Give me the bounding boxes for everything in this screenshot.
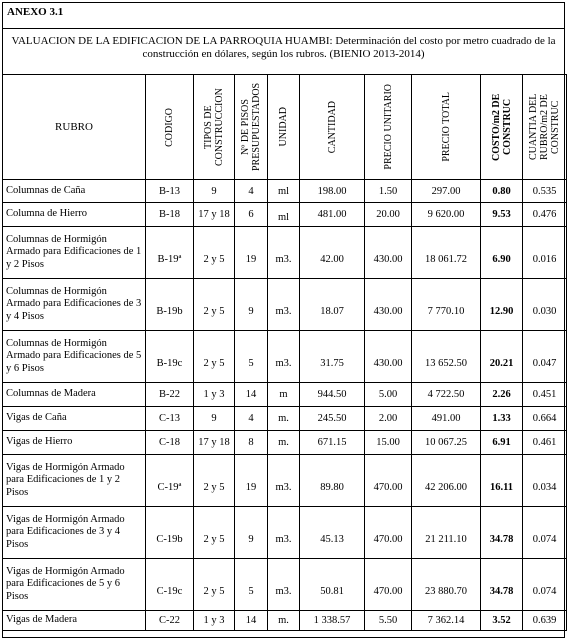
cuantia-cell: 0.451 bbox=[523, 383, 567, 407]
precio-total-cell: 4 722.50 bbox=[412, 383, 481, 407]
precio-unitario-cell: 430.00 bbox=[365, 331, 412, 383]
cantidad-cell: 50.81 bbox=[300, 559, 365, 611]
unidad-cell: m. bbox=[268, 407, 300, 431]
tipos-cell: 17 y 18 bbox=[194, 203, 235, 227]
unidad-cell: m. bbox=[268, 611, 300, 631]
unidad-cell: m3. bbox=[268, 227, 300, 279]
cuantia-cell: 0.034 bbox=[523, 455, 567, 507]
pisos-cell: 19 bbox=[235, 227, 268, 279]
annex-label: ANEXO 3.1 bbox=[3, 3, 564, 29]
rubro-cell: Vigas de Hormigón Armado para Edificaciones de 3 y 4 Pisos bbox=[3, 507, 146, 559]
tipos-cell: 2 y 5 bbox=[194, 279, 235, 331]
rubro-cell: Vigas de Hormigón Armado para Edificaciones de 1 y 2 Pisos bbox=[3, 455, 146, 507]
precio-unitario-cell: 470.00 bbox=[365, 455, 412, 507]
codigo-cell: C-13 bbox=[146, 407, 194, 431]
costo-cell: 16.11 bbox=[481, 455, 523, 507]
tipos-cell: 9 bbox=[194, 180, 235, 203]
rubro-cell: Columnas de Hormigón Armado para Edificaciones de 1 y 2 Pisos bbox=[3, 227, 146, 279]
cuantia-cell: 0.016 bbox=[523, 227, 567, 279]
costo-cell: 2.26 bbox=[481, 383, 523, 407]
table-row bbox=[3, 455, 567, 507]
rubro-cell: Vigas de Hormigón Armado para Edificaciones de 5 y 6 Pisos bbox=[3, 559, 146, 611]
table-caption: VALUACION DE LA EDIFICACION DE LA PARROQUIA HUAMBI: Determinación del costo por metro cuadrado de la construcción en dólares, según los rubros. (BIENIO 2013-2014) bbox=[3, 29, 564, 75]
precio-total-cell: 491.00 bbox=[412, 407, 481, 431]
precio-unitario-cell: 5.50 bbox=[365, 611, 412, 631]
unidad-cell: m3. bbox=[268, 331, 300, 383]
rubro-cell: Vigas de Caña bbox=[3, 407, 146, 431]
header-cuantia: CUANTIA DEL RUBRO/m2 DE CONSTRUC bbox=[523, 75, 567, 180]
precio-total-cell: 18 061.72 bbox=[412, 227, 481, 279]
precio-total-cell: 10 067.25 bbox=[412, 431, 481, 455]
costo-cell: 9.53 bbox=[481, 203, 523, 227]
table-row bbox=[3, 180, 567, 203]
rubro-cell: Columnas de Madera bbox=[3, 383, 146, 407]
codigo-cell: C-19b bbox=[146, 507, 194, 559]
cuantia-cell: 0.535 bbox=[523, 180, 567, 203]
tipos-cell: 17 y 18 bbox=[194, 431, 235, 455]
costo-cell: 34.78 bbox=[481, 559, 523, 611]
unidad-cell: m3. bbox=[268, 455, 300, 507]
cantidad-cell: 481.00 bbox=[300, 203, 365, 227]
cantidad-cell: 245.50 bbox=[300, 407, 365, 431]
header-pisos: Nº DE PISOS PRESUPUESTADOS bbox=[235, 75, 268, 180]
precio-total-cell: 7 770.10 bbox=[412, 279, 481, 331]
precio-total-cell: 9 620.00 bbox=[412, 203, 481, 227]
unidad-cell: m3. bbox=[268, 559, 300, 611]
precio-unitario-cell: 1.50 bbox=[365, 180, 412, 203]
header-cantidad: CANTIDAD bbox=[300, 75, 365, 180]
table-row bbox=[3, 331, 567, 383]
costo-cell: 12.90 bbox=[481, 279, 523, 331]
codigo-cell: C-18 bbox=[146, 431, 194, 455]
cuantia-cell: 0.461 bbox=[523, 431, 567, 455]
costo-cell: 1.33 bbox=[481, 407, 523, 431]
tipos-cell: 2 y 5 bbox=[194, 559, 235, 611]
table-row bbox=[3, 227, 567, 279]
tipos-cell: 2 y 5 bbox=[194, 331, 235, 383]
pisos-cell: 14 bbox=[235, 383, 268, 407]
precio-unitario-cell: 2.00 bbox=[365, 407, 412, 431]
table-row bbox=[3, 559, 567, 611]
pisos-cell: 14 bbox=[235, 611, 268, 631]
header-costo: COSTO/m2 DE CONSTRUC bbox=[481, 75, 523, 180]
header-unidad: UNIDAD bbox=[268, 75, 300, 180]
precio-unitario-cell: 20.00 bbox=[365, 203, 412, 227]
header-codigo: CODIGO bbox=[146, 75, 194, 180]
pisos-cell: 8 bbox=[235, 431, 268, 455]
codigo-cell: B-19b bbox=[146, 279, 194, 331]
cuantia-cell: 0.476 bbox=[523, 203, 567, 227]
codigo-cell: B-13 bbox=[146, 180, 194, 203]
tipos-cell: 2 y 5 bbox=[194, 227, 235, 279]
cantidad-cell: 944.50 bbox=[300, 383, 365, 407]
table-row bbox=[3, 203, 567, 227]
costo-cell: 3.52 bbox=[481, 611, 523, 631]
costo-cell: 20.21 bbox=[481, 331, 523, 383]
pisos-cell: 4 bbox=[235, 407, 268, 431]
cantidad-cell: 42.00 bbox=[300, 227, 365, 279]
cuantia-cell: 0.074 bbox=[523, 559, 567, 611]
unidad-cell: m bbox=[268, 383, 300, 407]
codigo-cell: C-19c bbox=[146, 559, 194, 611]
table-row bbox=[3, 431, 567, 455]
costo-cell: 6.90 bbox=[481, 227, 523, 279]
costo-cell: 34.78 bbox=[481, 507, 523, 559]
header-rubro: RUBRO bbox=[3, 75, 146, 180]
unidad-cell: ml bbox=[268, 180, 300, 203]
unidad-cell: m. bbox=[268, 431, 300, 455]
codigo-cell: C-22 bbox=[146, 611, 194, 631]
header-row bbox=[3, 75, 567, 180]
precio-total-cell: 42 206.00 bbox=[412, 455, 481, 507]
unidad-cell: m3. bbox=[268, 279, 300, 331]
tipos-cell: 1 y 3 bbox=[194, 383, 235, 407]
table-row bbox=[3, 279, 567, 331]
pisos-cell: 9 bbox=[235, 279, 268, 331]
codigo-cell: C-19ª bbox=[146, 455, 194, 507]
precio-unitario-cell: 5.00 bbox=[365, 383, 412, 407]
cuantia-cell: 0.664 bbox=[523, 407, 567, 431]
cantidad-cell: 31.75 bbox=[300, 331, 365, 383]
costo-cell: 6.91 bbox=[481, 431, 523, 455]
codigo-cell: B-22 bbox=[146, 383, 194, 407]
codigo-cell: B-19c bbox=[146, 331, 194, 383]
cantidad-cell: 671.15 bbox=[300, 431, 365, 455]
cuantia-cell: 0.074 bbox=[523, 507, 567, 559]
cantidad-cell: 89.80 bbox=[300, 455, 365, 507]
precio-unitario-cell: 430.00 bbox=[365, 279, 412, 331]
precio-total-cell: 21 211.10 bbox=[412, 507, 481, 559]
header-precio-total: PRECIO TOTAL bbox=[412, 75, 481, 180]
document-frame bbox=[2, 2, 565, 638]
table-row bbox=[3, 383, 567, 407]
table-row bbox=[3, 507, 567, 559]
codigo-cell: B-18 bbox=[146, 203, 194, 227]
unidad-cell: ml bbox=[268, 203, 300, 227]
precio-unitario-cell: 15.00 bbox=[365, 431, 412, 455]
tipos-cell: 2 y 5 bbox=[194, 507, 235, 559]
precio-total-cell: 7 362.14 bbox=[412, 611, 481, 631]
costo-cell: 0.80 bbox=[481, 180, 523, 203]
precio-unitario-cell: 430.00 bbox=[365, 227, 412, 279]
cost-table bbox=[2, 74, 567, 631]
tipos-cell: 9 bbox=[194, 407, 235, 431]
header-precio-unitario: PRECIO UNITARIO bbox=[365, 75, 412, 180]
rubro-cell: Columnas de Hormigón Armado para Edificaciones de 3 y 4 Pisos bbox=[3, 279, 146, 331]
header-tipos: TIPOS DE CONSTRUCCION bbox=[194, 75, 235, 180]
rubro-cell: Vigas de Hierro bbox=[3, 431, 146, 455]
pisos-cell: 5 bbox=[235, 331, 268, 383]
cuantia-cell: 0.639 bbox=[523, 611, 567, 631]
cantidad-cell: 45.13 bbox=[300, 507, 365, 559]
pisos-cell: 5 bbox=[235, 559, 268, 611]
tipos-cell: 1 y 3 bbox=[194, 611, 235, 631]
table-row bbox=[3, 611, 567, 631]
rubro-cell: Columnas de Caña bbox=[3, 180, 146, 203]
table-row bbox=[3, 407, 567, 431]
precio-unitario-cell: 470.00 bbox=[365, 507, 412, 559]
cantidad-cell: 18.07 bbox=[300, 279, 365, 331]
pisos-cell: 19 bbox=[235, 455, 268, 507]
precio-total-cell: 13 652.50 bbox=[412, 331, 481, 383]
rubro-cell: Columna de Hierro bbox=[3, 203, 146, 227]
unidad-cell: m3. bbox=[268, 507, 300, 559]
rubro-cell: Columnas de Hormigón Armado para Edificaciones de 5 y 6 Pisos bbox=[3, 331, 146, 383]
precio-total-cell: 23 880.70 bbox=[412, 559, 481, 611]
codigo-cell: B-19ª bbox=[146, 227, 194, 279]
cantidad-cell: 1 338.57 bbox=[300, 611, 365, 631]
pisos-cell: 4 bbox=[235, 180, 268, 203]
cuantia-cell: 0.030 bbox=[523, 279, 567, 331]
rubro-cell: Vigas de Madera bbox=[3, 611, 146, 631]
pisos-cell: 6 bbox=[235, 203, 268, 227]
cantidad-cell: 198.00 bbox=[300, 180, 365, 203]
precio-unitario-cell: 470.00 bbox=[365, 559, 412, 611]
precio-total-cell: 297.00 bbox=[412, 180, 481, 203]
cuantia-cell: 0.047 bbox=[523, 331, 567, 383]
table-body bbox=[3, 180, 567, 631]
pisos-cell: 9 bbox=[235, 507, 268, 559]
tipos-cell: 2 y 5 bbox=[194, 455, 235, 507]
